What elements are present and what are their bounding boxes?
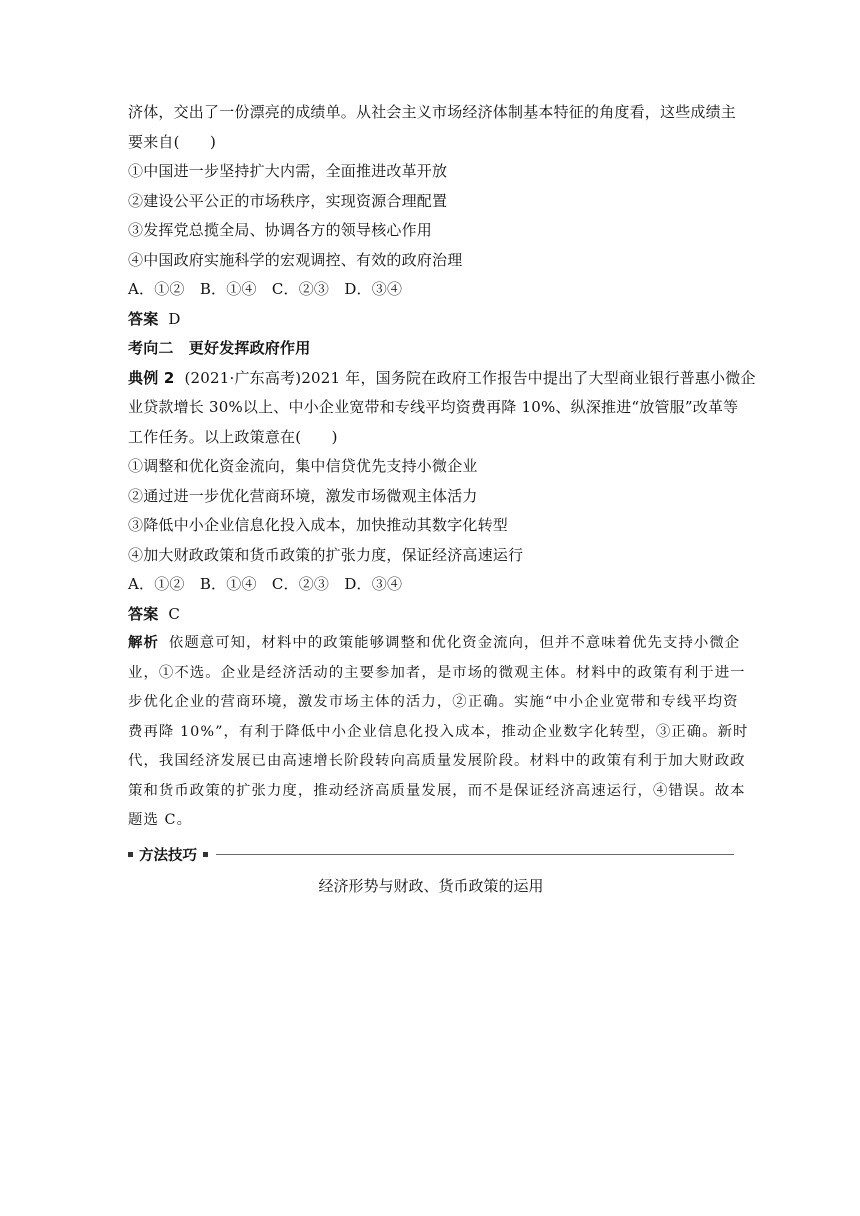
explanation-line: 步优化企业的营商环境，激发市场主体的活力，②正确。实施“中小企业宽带和专线平均资	[128, 694, 739, 710]
explanation-line: 代，我国经济发展已由高速增长阶段转向高质量发展阶段。材料中的政策有利于加大财政政	[128, 753, 746, 769]
explanation-block	[128, 629, 749, 836]
q2-option-4: ④加大财政政策和货币政策的扩张力度，保证经济高速运行	[128, 545, 524, 564]
explanation-line: 题选 C。	[128, 812, 193, 828]
q2-option-1: ①调整和优化资金流向，集中信贷优先支持小微企业	[128, 457, 478, 475]
q1-answer	[128, 305, 734, 335]
answer-label: 答案	[128, 604, 159, 623]
explanation-line: 费再降 10%”，有利于降低中小企业信息化投入成本，推动企业数字化转型，③正确。新时	[128, 723, 749, 740]
answer-label: 答案	[128, 309, 159, 328]
q2-option-2: ②通过进一步优化营商环境，激发市场微观主体活力	[128, 486, 478, 505]
q2-stem-line-2: 业贷款增长 30%以上、中小企业宽带和专线平均资费再降 10%、纵深推进“放管服”改革等	[128, 398, 739, 416]
material-line-1: 济体，交出了一份漂亮的成绩单。从社会主义市场经济体制基本特征的角度看，这些成绩主	[128, 103, 737, 121]
explanation-line: 策和货币政策的扩张力度，推动经济高质量发展，而不是保证经济高速运行，④错误。故本	[128, 782, 746, 799]
method-tips-label: 方法技巧	[139, 847, 197, 864]
explanation-text: 依题意可知，材料中的政策能够调整和优化资金流向，但并不意味着优先支持小微企	[168, 635, 741, 651]
answer-value: D	[168, 309, 181, 328]
q1-option-3: ③发挥党总揽全局、协调各方的领导核心作用	[128, 221, 433, 239]
example-label: 典例 2	[128, 368, 175, 387]
q2-stem-line-1	[128, 364, 756, 394]
main-content	[128, 98, 756, 836]
q2-choices: A．①② B．①④ C．②③ D．③④	[128, 575, 403, 593]
q1-option-1: ①中国进一步坚持扩大内需，全面推进改革开放	[128, 162, 448, 180]
q1-option-2: ②建设公平公正的市场秩序，实现资源合理配置	[128, 191, 448, 210]
explanation-label: 解析	[128, 635, 159, 651]
q2-stem-line-3: 工作任务。以上政策意在( )	[128, 427, 338, 446]
square-bullet-icon	[203, 852, 208, 857]
square-bullet-icon	[128, 852, 133, 857]
q1-choices: A．①② B．①④ C．②③ D．③④	[128, 280, 403, 298]
material-line-2: 要来自( )	[128, 132, 217, 151]
q2-stem-text-1: (2021·广东高考)2021 年，国务院在政府工作报告中提出了大型商业银行普惠小微企	[184, 368, 756, 387]
explanation-line: 业，①不选。企业是经济活动的主要参加者，是市场的微观主体。材料中的政策有利于进一	[128, 664, 746, 681]
tips-title: 经济形势与财政、货币政策的运用	[318, 877, 544, 895]
method-tips-bar	[128, 843, 734, 865]
section-heading: 考向二 更好发挥政府作用	[128, 339, 311, 357]
explanation-line	[128, 629, 741, 659]
divider-rule	[216, 854, 734, 855]
answer-value: C	[168, 604, 181, 623]
q1-option-4: ④中国政府实施科学的宏观调控、有效的政府治理	[128, 250, 463, 269]
q2-answer	[128, 600, 734, 630]
q2-option-3: ③降低中小企业信息化投入成本，加快推动其数字化转型	[128, 516, 509, 534]
